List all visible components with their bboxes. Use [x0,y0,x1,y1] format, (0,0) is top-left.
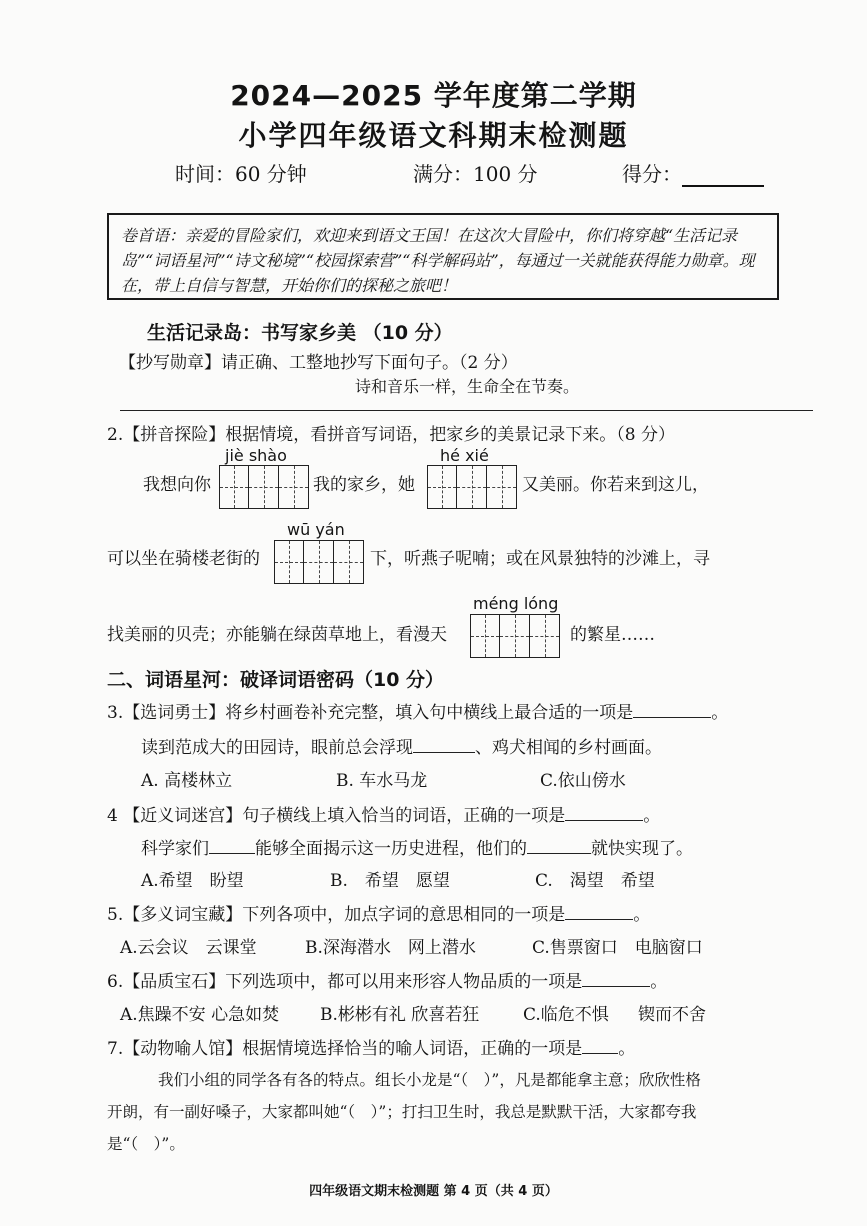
grid-cell[interactable] [274,540,304,584]
q4-stem: 4 【近义词迷宫】句子横线上填入恰当的词语，正确的一项是 。 [107,806,661,826]
pinyin-jieshao: jiè shào [225,446,287,465]
copy-writing-line[interactable] [120,410,813,411]
section2-title: 二、词语星河：破译词语密码（10 分） [107,669,445,691]
intro-text: 卷首语：亲爱的冒险家们，欢迎来到语文王国！在这次大冒险中，你们将穿越“生活记录岛”“词语星河”“诗文秘境”“校园探索营”“科学解码站”，每通过一关就能获得能力勋章。现在，带上自信与智慧，开始你们的探秘之旅吧！ [121,226,755,295]
grid-cell[interactable] [487,465,517,509]
score-label: 得分： [622,162,682,186]
q2-line3-a: 找美丽的贝壳；亦能躺在绿茵草地上，看漫天 [107,625,447,645]
q6-stem-text: 【品质宝石】下列选项中，都可以用来形容人物品质的一项是 [123,972,583,992]
answer-grid-menglong[interactable] [470,614,560,658]
q4-option-b[interactable]: B. 希望 愿望 [330,871,450,891]
grid-cell[interactable] [219,465,249,509]
q7-paragraph-line1: 我们小组的同学各有各的特点。组长小龙是“（ ）”，凡是都能拿主意；欣欣性格 [158,1071,701,1089]
pinyin-wuyan: wū yán [287,520,345,539]
q2-line3-b: 的繁星…… [570,625,655,645]
q2-line1-c: 又美丽。你若来到这儿， [522,475,709,495]
q3-option-c[interactable]: C.依山傍水 [540,771,626,791]
pinyin-hexie: hé xié [440,446,489,465]
intro-box [107,213,779,300]
answer-grid-hexie[interactable] [427,465,517,509]
q4-blank-1[interactable] [209,837,255,854]
q5-stem: 5.【多义词宝藏】下列各项中，加点字词的意思相同的一项是 。 [107,905,651,925]
q4-option-a[interactable]: A.希望 盼望 [141,871,244,891]
q7-answer-blank[interactable] [582,1037,618,1054]
q3-option-a[interactable]: A. 高楼林立 [141,771,233,791]
grid-cell[interactable] [530,614,560,658]
pinyin-menglong: méng lóng [473,594,559,613]
q2-line1-a: 我想向你 [143,475,211,495]
q3-sentence-a: 读到范成大的田园诗，眼前总会浮现 [141,738,413,758]
q7-paragraph-line2: 开朗，有一副好嗓子，大家都叫她“（ ）”；打扫卫生时，我总是默默干活，大家都夸我 [107,1103,697,1121]
q6-option-b[interactable]: B.彬彬有礼 欣喜若狂 [320,1005,480,1025]
exam-title: 小学四年级语文科期末检测题 [238,119,629,152]
q3-answer-blank[interactable] [633,701,711,718]
q6-answer-blank[interactable] [582,970,650,987]
q5-number: 5. [107,905,124,925]
q6-number: 6. [107,972,124,992]
q2-label: 2.【拼音探险】根据情境，看拼音写词语，把家乡的美景记录下来。（8 分） [107,425,675,445]
q3-stem: 3.【选词勇士】将乡村画卷补充完整，填入句中横线上最合适的一项是 。 [107,703,729,723]
grid-cell[interactable] [334,540,364,584]
q7-number: 7. [107,1039,124,1059]
q5-option-c[interactable]: C.售票窗口 电脑窗口 [532,938,703,958]
q2-line2-a: 可以坐在骑楼老街的 [107,549,260,569]
q6-option-c-word2: 锲而不舍 [638,1005,706,1025]
q6-option-a[interactable]: A.焦躁不安 心急如焚 [120,1005,280,1025]
answer-grid-jieshao[interactable] [219,465,309,509]
grid-cell[interactable] [470,614,500,658]
q4-answer-blank[interactable] [565,804,643,821]
exam-full-score: 满分：100 分 [413,162,538,186]
q4-sentence-a: 科学家们 [141,839,209,859]
q4-sentence [141,834,693,859]
q3-stem-text: 【选词勇士】将乡村画卷补充完整，填入句中横线上最合适的一项是 [123,703,634,723]
q7-paragraph-line3: 是“（ ）”。 [107,1135,185,1153]
grid-cell[interactable] [427,465,457,509]
q1-sentence: 诗和音乐一样，生命全在节奏。 [355,377,580,396]
q4-number: 4 [107,806,118,826]
exam-time: 时间：60 分钟 [175,162,307,186]
q4-option-c[interactable]: C. 渴望 希望 [535,871,655,891]
q5-option-b[interactable]: B.深海潜水 网上潜水 [305,938,476,958]
page-footer: 四年级语文期末检测题 第 4 页（共 4 页） [309,1184,558,1199]
grid-cell[interactable] [457,465,487,509]
grid-cell[interactable] [279,465,309,509]
q3-sentence [141,733,662,758]
q7-stem: 7.【动物喻人馆】根据情境选择恰当的喻人词语，正确的一项是 。 [107,1039,636,1059]
q7-stem-text: 【动物喻人馆】根据情境选择恰当的喻人词语，正确的一项是 [123,1039,583,1059]
q6-stem: 6.【品质宝石】下列选项中，都可以用来形容人物品质的一项是 。 [107,972,668,992]
exam-term-title: 2024—2025 学年度第二学期 [230,79,637,112]
answer-grid-wuyan[interactable] [274,540,364,584]
q2-line1-b: 我的家乡，她 [313,475,415,495]
q5-stem-text: 【多义词宝藏】下列各项中，加点字词的意思相同的一项是 [123,905,566,925]
q1-label: 【抄写勋章】请正确、工整地抄写下面句子。（2 分） [119,353,518,373]
grid-cell[interactable] [304,540,334,584]
section1-title: 生活记录岛：书写家乡美 （10 分） [147,322,453,344]
q4-stem-text: 【近义词迷宫】句子横线上填入恰当的词语，正确的一项是 [123,806,566,826]
q3-option-b[interactable]: B. 车水马龙 [336,771,428,791]
score-field[interactable] [622,158,764,187]
q5-option-a[interactable]: A.云会议 云课堂 [120,938,257,958]
q4-sentence-b: 能够全面揭示这一历史进程，他们的 [255,839,527,859]
q3-sentence-blank[interactable] [413,736,475,753]
q3-sentence-b: 、鸡犬相闻的乡村画面。 [475,738,662,758]
q4-blank-2[interactable] [527,837,591,854]
q5-answer-blank[interactable] [565,903,633,920]
q4-sentence-c: 就快实现了。 [591,839,693,859]
grid-cell[interactable] [500,614,530,658]
q2-line2-b: 下，听燕子呢喃；或在风景独特的沙滩上，寻 [370,549,710,569]
q3-number: 3. [107,703,124,723]
grid-cell[interactable] [249,465,279,509]
q6-option-c[interactable]: C.临危不惧 [523,1005,609,1025]
score-blank[interactable] [682,165,764,187]
